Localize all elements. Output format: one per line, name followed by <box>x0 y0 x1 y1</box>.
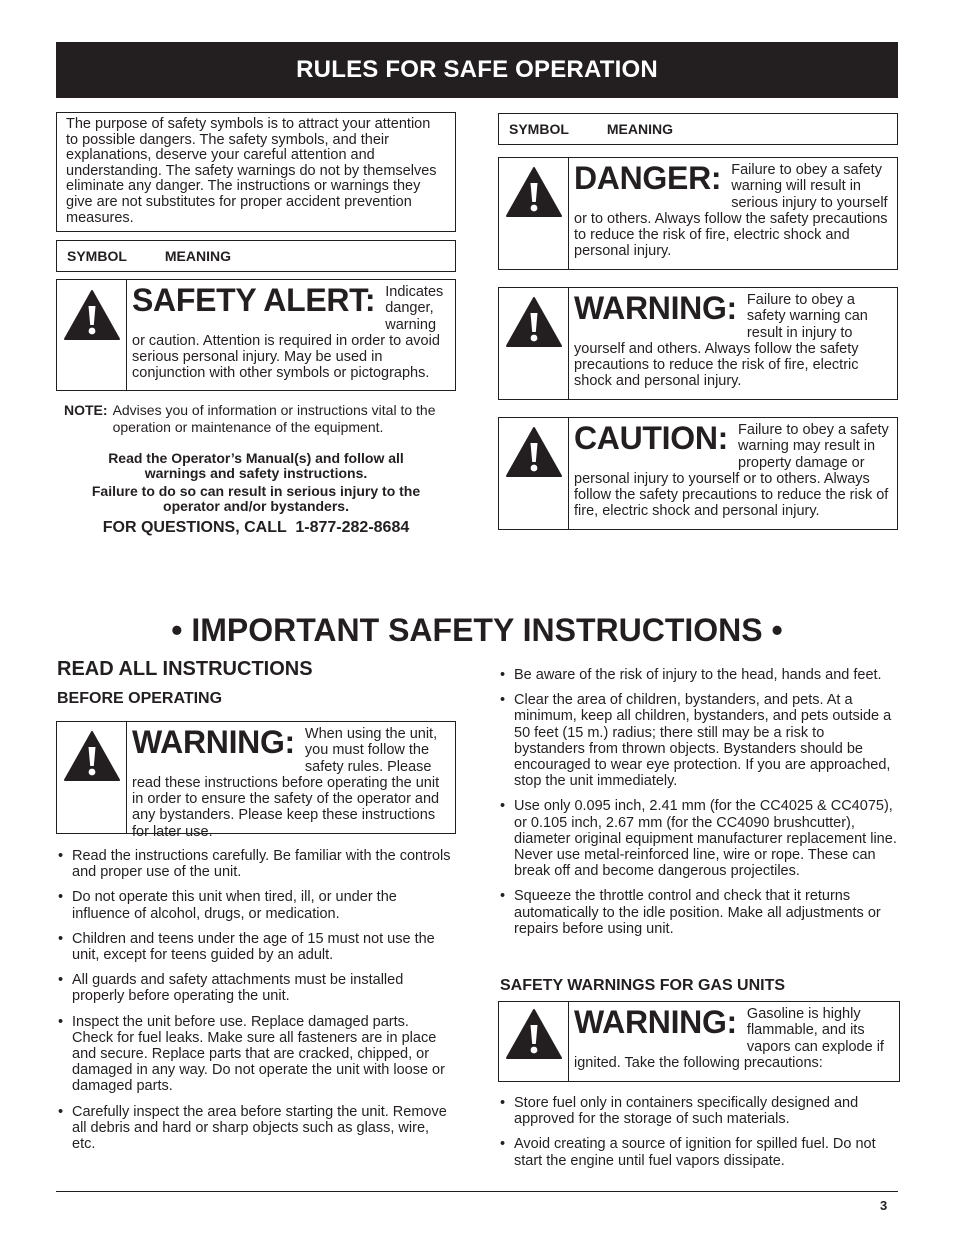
danger-icon-cell <box>499 158 569 269</box>
list-item: • Squeeze the throttle control and check that it returns automatically to the idle position. Make all adjustments or repairs before using unit. <box>499 888 898 937</box>
gas-units-heading: SAFETY WARNINGS FOR GAS UNITS <box>500 977 786 994</box>
note-text: Advises you of information or instructions vital to the operation or maintenance of the equipment. <box>112 402 436 435</box>
warning-2-title: WARNING: <box>132 724 295 760</box>
list-item: • Do not operate this unit when tired, ill, or under the influence of alcohol, drugs, or medication. <box>57 889 452 921</box>
meaning-label: MEANING <box>164 248 232 264</box>
right-bullet-list <box>499 667 898 946</box>
meaning-label-right: MEANING <box>606 121 674 137</box>
warning-triangle-icon <box>505 426 563 478</box>
caution-title: CAUTION: <box>574 420 729 456</box>
warning-triangle-icon <box>505 296 563 348</box>
warning-2-content <box>127 722 455 840</box>
note-label: NOTE: <box>64 402 108 418</box>
warning-triangle-icon <box>63 730 121 782</box>
warning-triangle-icon <box>63 289 121 341</box>
footer-divider <box>56 1191 898 1192</box>
warning-1-title: WARNING: <box>574 290 737 326</box>
danger-text: Failure to obey a safety warning will result in serious injury to yourself or to others. Always follow the safety precautions to reduce the risk of fire, electric shock and personal injury. <box>574 162 888 260</box>
warning-1-content <box>569 288 897 399</box>
list-item: • Children and teens under the age of 15 must not use the unit, except for teens guided by an adult. <box>57 931 452 963</box>
note <box>64 402 456 436</box>
list-item: • Clear the area of children, bystanders, and pets. At a minimum, keep all children, bystanders, and pets outside a 50 feet (15 m.) radius; there still may be a risk to bystanders from thrown objects. Bystanders should be encouraged to wear eye protection. If you are approached, stop the unit immediately. <box>499 692 898 789</box>
symbol-meaning-header-left <box>56 240 456 272</box>
warning-2-icon-cell <box>57 722 127 833</box>
warning-2-text: When using the unit, you must follow the safety rules. Please read these instructions before operating the unit in order to ensure the safety of the operator and any bystanders. Please keep these instructions for later use. <box>132 726 440 840</box>
warning-box-3 <box>498 1001 900 1082</box>
read-all-heading: READ ALL INSTRUCTIONS <box>57 658 313 680</box>
danger-content <box>569 158 897 269</box>
list-item: • Carefully inspect the area before starting the unit. Remove all debris and hard or sharp objects such as glass, wire, etc. <box>57 1104 452 1153</box>
symbol-meaning-header-right <box>498 113 898 145</box>
warning-1-icon-cell <box>499 288 569 399</box>
list-item: • Read the instructions carefully. Be familiar with the controls and proper use of the unit. <box>57 848 452 880</box>
questions-phone: FOR QUESTIONS, CALL 1-877-282-8684 <box>102 519 410 536</box>
safety-alert-title: SAFETY ALERT: <box>132 282 376 318</box>
read-manual-text: Read the Operator’s Manual(s) and follow all warnings and safety instructions. <box>108 450 404 481</box>
list-item: • Use only 0.095 inch, 2.41 mm (for the CC4025 & CC4075), or 0.105 inch, 2.67 mm (for the CC4090 brushcutter), diameter original equipment manufacturer replacement line. Never use metal-reinforced line, wire or rope. These can break off and become dangerous projectiles. <box>499 798 898 879</box>
danger-box <box>498 157 898 270</box>
warning-3-title: WARNING: <box>574 1004 737 1040</box>
symbol-label: SYMBOL <box>67 248 127 264</box>
caution-content <box>569 418 897 529</box>
warning-1-text: Failure to obey a safety warning can result in injury to yourself and others. Always follow the safety precautions to reduce the risk of fire, electric shock and personal injury. <box>574 292 868 390</box>
intro-text: The purpose of safety symbols is to attract your attention to possible dangers. The safety symbols, and their explanations, deserve your careful attention and understanding. The safety warnings do not by themselves eliminate any danger. The instructions or warnings they give are not substitutes for proper accident prevention measures. <box>66 116 437 226</box>
symbol-label-right: SYMBOL <box>509 121 569 137</box>
caution-icon-cell <box>499 418 569 529</box>
list-item: • Avoid creating a source of ignition for spilled fuel. Do not start the engine until fuel vapors dissipate. <box>499 1136 898 1168</box>
warning-triangle-icon <box>505 166 563 218</box>
header-title: RULES FOR SAFE OPERATION <box>296 56 658 83</box>
page-number: 3 <box>880 1198 888 1213</box>
warning-box-1 <box>498 287 898 400</box>
danger-title: DANGER: <box>574 160 722 196</box>
safety-alert-box <box>56 279 456 391</box>
list-item: • All guards and safety attachments must be installed properly before operating the unit. <box>57 972 452 1004</box>
safety-alert-text: Indicates danger, warning or caution. Attention is required in order to avoid serious personal injury. May be used in conjunction with other symbols or pictographs. <box>132 284 444 382</box>
gas-bullet-list <box>499 1095 898 1178</box>
warning-triangle-icon <box>505 1008 563 1060</box>
list-item: • Be aware of the risk of injury to the head, hands and feet. <box>499 667 898 683</box>
safety-alert-content <box>127 280 455 390</box>
warning-3-text: Gasoline is highly flammable, and its vapors can explode if ignited. Take the following precautions: <box>574 1006 884 1071</box>
warning-box-2 <box>56 721 456 840</box>
warning-3-content <box>569 1002 899 1081</box>
caution-text: Failure to obey a safety warning may result in property damage or personal injury to yourself or to others. Always follow the safety precautions to reduce the risk of fire, electric shock and personal injury. <box>574 422 889 520</box>
before-operating-heading: BEFORE OPERATING <box>57 690 223 707</box>
list-item: • Inspect the unit before use. Replace damaged parts. Check for fuel leaks. Make sure all fasteners are in place and secure. Replace parts that are cracked, chipped, or damaged in any way. Do not operate the unit with loose or damaged parts. <box>57 1014 452 1095</box>
left-bullet-list <box>57 848 452 1161</box>
safety-alert-icon-cell <box>57 280 127 390</box>
header-bar <box>56 42 898 98</box>
warning-3-icon-cell <box>499 1002 569 1081</box>
list-item: • Store fuel only in containers specifically designed and approved for the storage of such materials. <box>499 1095 898 1127</box>
failure-text: Failure to do so can result in serious injury to the operator and/or bystanders. <box>91 483 421 514</box>
caution-box <box>498 417 898 530</box>
important-safety-title: • IMPORTANT SAFETY INSTRUCTIONS • <box>171 612 783 648</box>
intro-box <box>56 112 456 232</box>
